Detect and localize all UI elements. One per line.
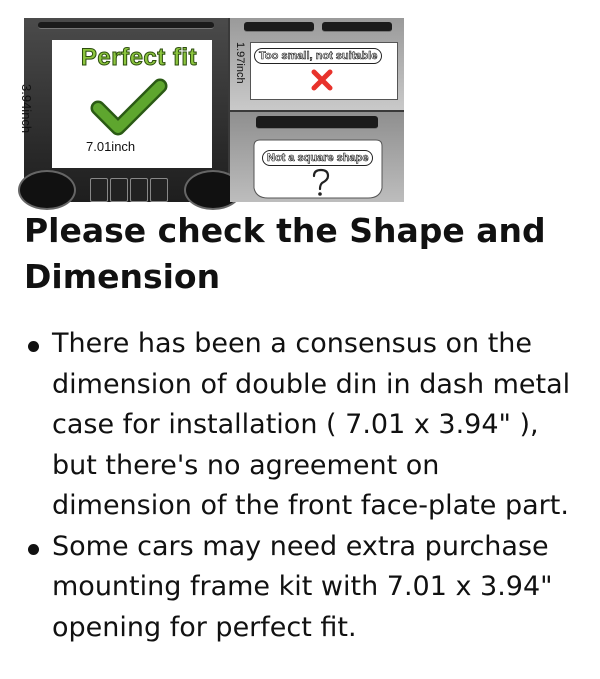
list-item-text: There has been a consensus on the dimension of double din in dash metal case for installation ( 7.01 x 3.94" ), but there's no agreement on dimension of the front face-plate part. bbox=[52, 328, 571, 521]
page-heading: Please check the Shape and Dimension bbox=[24, 211, 546, 296]
perfect-fit-title: Perfect fit bbox=[80, 44, 198, 71]
list-item bbox=[24, 324, 576, 527]
dash-vent bbox=[38, 22, 214, 29]
list-item-text: Some cars may need extra purchase mounting frame kit with 7.01 x 3.94" opening for perfect fit. bbox=[52, 530, 553, 643]
bullet-dot bbox=[28, 341, 39, 352]
round-vent-left bbox=[18, 170, 76, 210]
height-label: 3.94inch bbox=[19, 84, 34, 134]
checkmark-icon bbox=[92, 80, 166, 136]
dash-buttons bbox=[90, 174, 168, 202]
too-small-badge: Too small, not suitable bbox=[254, 48, 382, 64]
x-mark-icon bbox=[310, 68, 334, 92]
height-label: 1.97inch bbox=[234, 42, 246, 84]
dash-vent bbox=[322, 22, 392, 32]
question-mark-icon bbox=[310, 168, 332, 198]
dash-vent bbox=[256, 116, 378, 129]
width-label: 7.01inch bbox=[86, 139, 136, 154]
product-banner-image bbox=[19, 18, 404, 202]
bullet-dot bbox=[28, 544, 39, 555]
info-bullet-list bbox=[24, 324, 576, 648]
too-small-panel bbox=[230, 18, 404, 110]
perfect-fit-panel bbox=[19, 18, 228, 202]
dash-vent bbox=[244, 22, 314, 32]
not-square-panel bbox=[230, 112, 404, 202]
not-square-badge: Not a square shape bbox=[262, 150, 373, 166]
list-item bbox=[24, 527, 576, 649]
